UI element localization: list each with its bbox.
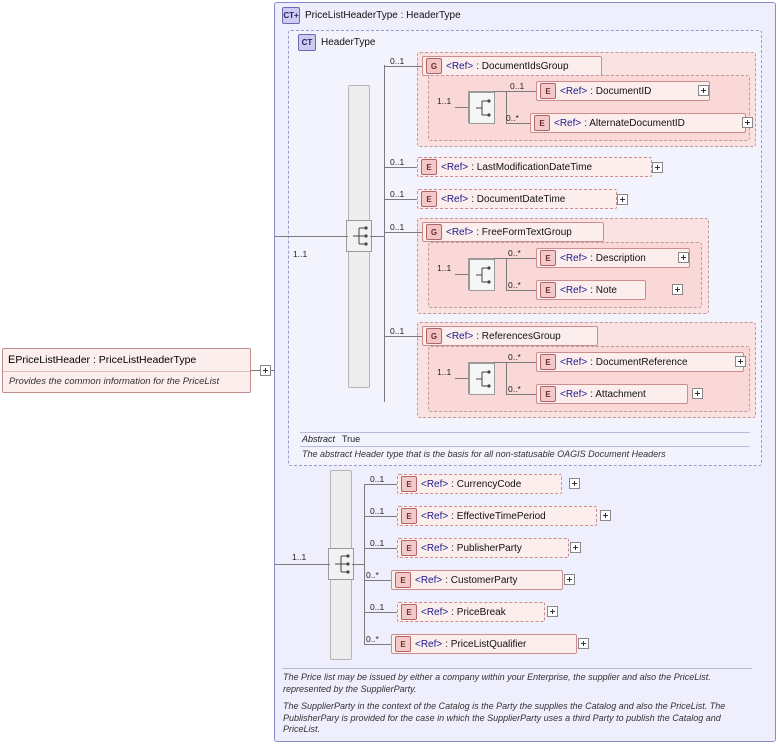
connector <box>384 66 422 67</box>
footer-note-2: The SupplierParty in the context of the Catalog is the Party the supplies the Catalog and also the PriceList. The PublisherPary is provided for the case in which the SupplierParty uses a third Party to publish the Catalog and PriceList. <box>283 701 726 735</box>
node-lastmodificationdatetime[interactable]: E <Ref> : LastModificationDateTime <box>417 157 652 177</box>
element-icon: E <box>540 282 556 298</box>
element-icon: E <box>401 508 417 524</box>
occurrence-label: 0..* <box>506 113 519 123</box>
occurrence-label: 0..* <box>508 248 521 258</box>
connector <box>364 484 397 485</box>
connector <box>364 548 397 549</box>
occurrence-label: 0..* <box>366 634 379 644</box>
connector <box>384 232 422 233</box>
expand-lastmodificationdatetime-icon[interactable] <box>652 162 663 173</box>
occurrence-label: 0..* <box>508 384 521 394</box>
connector <box>275 236 348 237</box>
abstract-value: True <box>342 434 361 444</box>
occurrence-label: 0..1 <box>390 157 405 167</box>
connector <box>384 65 385 402</box>
element-icon: E <box>395 572 411 588</box>
connector <box>494 362 506 363</box>
node-alternatedocumentid[interactable]: E <Ref> : AlternateDocumentID <box>530 113 746 133</box>
expand-documentdatetime-icon[interactable] <box>617 194 628 205</box>
node-pricebreak[interactable]: E <Ref> : PriceBreak <box>397 602 545 622</box>
expand-description-icon[interactable] <box>678 252 689 263</box>
expand-pricebreak-icon[interactable] <box>547 606 558 617</box>
footer-note-1: The Price list may be issued by either a company within your Enterprise, the supplier and also the PriceList. represented by the SupplierParty. <box>283 672 711 694</box>
occurrence-label: 0..1 <box>390 189 405 199</box>
connector <box>271 370 275 371</box>
complextype-icon: CT <box>298 34 316 51</box>
connector <box>275 564 330 565</box>
connector <box>364 580 391 581</box>
element-icon: E <box>540 83 556 99</box>
connector <box>364 612 397 613</box>
occurrence-label: 0..1 <box>390 222 405 232</box>
divider <box>300 446 750 447</box>
expand-currencycode-icon[interactable] <box>569 478 580 489</box>
expand-publisherparty-icon[interactable] <box>570 542 581 553</box>
connector <box>370 236 384 237</box>
element-icon: E <box>401 604 417 620</box>
element-icon: E <box>395 636 411 652</box>
node-effectivetimeperiod[interactable]: E <Ref> : EffectiveTimePeriod <box>397 506 597 526</box>
connector <box>506 258 507 290</box>
occurrence-label: 1..1 <box>437 96 452 106</box>
connector <box>352 564 364 565</box>
element-icon: E <box>421 191 437 207</box>
connector <box>506 362 536 363</box>
node-documentidsgroup[interactable]: G <Ref> : DocumentIdsGroup <box>422 56 602 76</box>
expand-effectivetimeperiod-icon[interactable] <box>600 510 611 521</box>
node-pricelistqualifier[interactable]: E <Ref> : PriceListQualifier <box>391 634 577 654</box>
pricelistheadertype-title: CT+ PriceListHeaderType : HeaderType <box>282 6 461 24</box>
connector <box>364 484 365 644</box>
connector <box>384 167 417 168</box>
expand-customerparty-icon[interactable] <box>564 574 575 585</box>
occurrence-label: 1..1 <box>437 263 452 273</box>
connector <box>364 644 391 645</box>
expand-documentid-icon[interactable] <box>698 85 709 96</box>
occurrence-label: 0..* <box>508 280 521 290</box>
group-icon: G <box>426 328 442 344</box>
connector <box>384 199 417 200</box>
occurrence-label: 1..1 <box>292 552 307 562</box>
connector <box>506 394 536 395</box>
connector <box>506 362 507 394</box>
node-freeformtextgroup[interactable]: G <Ref> : FreeFormTextGroup <box>422 222 604 242</box>
references-sequence-icon <box>468 362 494 394</box>
node-publisherparty[interactable]: E <Ref> : PublisherParty <box>397 538 569 558</box>
node-attachment[interactable]: E <Ref> : Attachment <box>536 384 688 404</box>
connector <box>364 516 397 517</box>
complextype-plus-icon: CT+ <box>282 7 300 24</box>
occurrence-label: 0..1 <box>390 326 405 336</box>
abstract-label: Abstract <box>302 434 336 444</box>
element-icon: E <box>8 354 16 366</box>
node-referencesgroup[interactable]: G <Ref> : ReferencesGroup <box>422 326 598 346</box>
documentids-sequence-icon <box>468 91 494 123</box>
freeformtext-sequence-icon <box>468 258 494 290</box>
element-icon: E <box>534 115 550 131</box>
node-note[interactable]: E <Ref> : Note <box>536 280 646 300</box>
divider <box>300 432 750 433</box>
connector <box>494 91 506 92</box>
node-currencycode[interactable]: E <Ref> : CurrencyCode <box>397 474 562 494</box>
root-element-header: E PriceListHeader : PriceListHeaderType <box>3 349 250 372</box>
element-icon: E <box>540 354 556 370</box>
expand-documentreference-icon[interactable] <box>735 356 746 367</box>
occurrence-label: 0..1 <box>370 538 385 548</box>
connector <box>506 91 536 92</box>
occurrence-label: 0..* <box>508 352 521 362</box>
occurrence-label: 0..1 <box>370 506 385 516</box>
expand-attachment-icon[interactable] <box>692 388 703 399</box>
connector <box>384 336 422 337</box>
connector <box>506 123 530 124</box>
divider <box>282 668 752 669</box>
header-sequence-icon <box>346 220 372 252</box>
headertype-title: CT HeaderType <box>298 33 375 51</box>
occurrence-label: 0..1 <box>370 602 385 612</box>
node-documentid[interactable]: E <Ref> : DocumentID <box>536 81 710 101</box>
group-icon: G <box>426 58 442 74</box>
expand-root-icon[interactable] <box>260 365 271 376</box>
connector <box>251 370 260 371</box>
node-description[interactable]: E <Ref> : Description <box>536 248 690 268</box>
node-customerparty[interactable]: E <Ref> : CustomerParty <box>391 570 563 590</box>
connector <box>506 290 536 291</box>
element-icon: E <box>421 159 437 175</box>
occurrence-label: 0..1 <box>370 474 385 484</box>
node-documentreference[interactable]: E <Ref> : DocumentReference <box>536 352 744 372</box>
occurrence-label: 1..1 <box>293 249 308 259</box>
occurrence-label: 0..1 <box>390 56 405 66</box>
element-icon: E <box>540 250 556 266</box>
connector <box>455 274 468 275</box>
root-element-pricelistheader[interactable] <box>2 348 251 393</box>
connector <box>506 258 536 259</box>
connector <box>455 378 468 379</box>
root-element-description: Provides the common information for the PriceList <box>9 376 220 387</box>
group-icon: G <box>426 224 442 240</box>
element-icon: E <box>540 386 556 402</box>
element-icon: E <box>401 540 417 556</box>
element-icon: E <box>401 476 417 492</box>
expand-pricelistqualifier-icon[interactable] <box>578 638 589 649</box>
connector <box>494 258 506 259</box>
abstract-note: The abstract Header type that is the basis for all non-statusable OAGIS Document Headers <box>302 449 666 459</box>
occurrence-label: 1..1 <box>437 367 452 377</box>
occurrence-label: 0..* <box>366 570 379 580</box>
expand-alternatedocumentid-icon[interactable] <box>742 117 753 128</box>
extension-sequence-icon <box>328 548 354 580</box>
expand-note-icon[interactable] <box>672 284 683 295</box>
connector <box>455 107 468 108</box>
node-documentdatetime[interactable]: E <Ref> : DocumentDateTime <box>417 189 617 209</box>
occurrence-label: 0..1 <box>510 81 525 91</box>
